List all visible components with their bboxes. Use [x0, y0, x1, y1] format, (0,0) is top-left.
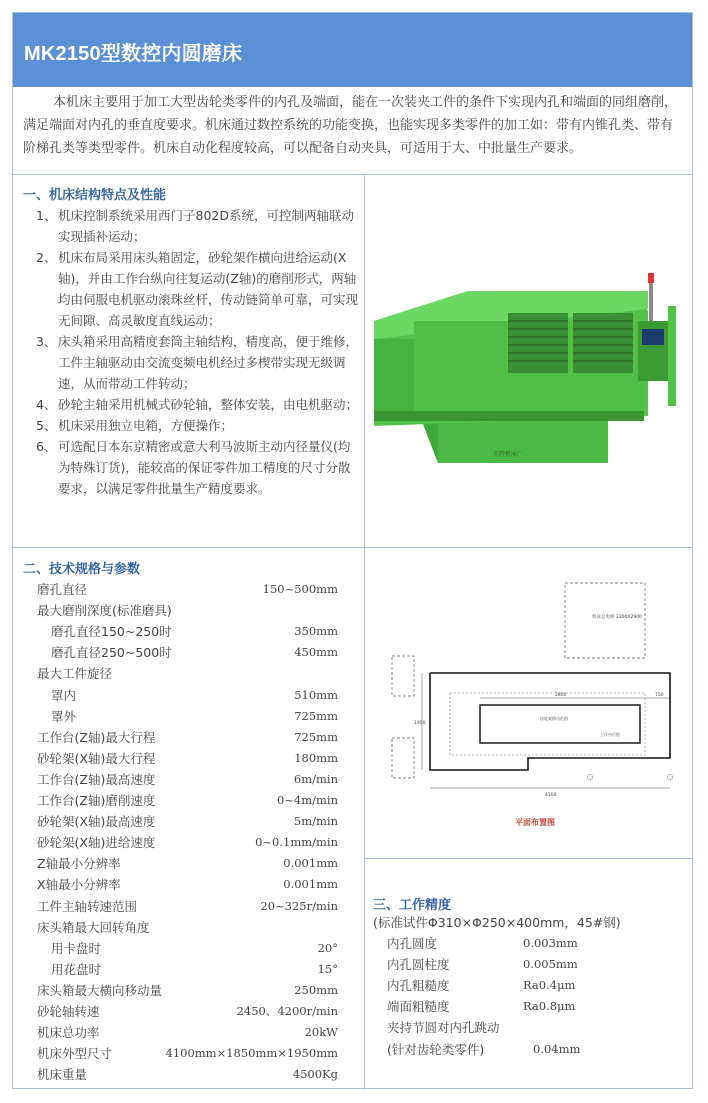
accuracy-label: 内孔圆度 [387, 936, 438, 951]
spec-label: 砂轮轴转速 [37, 1004, 100, 1019]
intro-text: 本机床主要用于加工大型齿轮类零件的内孔及端面，能在一次装夹工件的条件下实现内孔和端面的同组磨削，满足端面对内孔的垂直度要求。机床通过数控系统的功能变换，也能实现多类零件的加工如：带有内锥孔类、带有阶梯孔类等类型零件。机床自动化程度较高，可以配备自动夹具，可适用于大、中批量生产要求。 [23, 95, 678, 156]
spec-label: 机床总功率 [37, 1025, 100, 1041]
spec-value: 6m/min [293, 771, 338, 786]
accuracy-label: (针对齿轮类零件) [387, 1041, 485, 1057]
spec-label: 磨孔直径150~250时 [51, 624, 172, 640]
accuracy-label: 内孔粗糙度 [387, 978, 450, 994]
feature-text: 机床布局采用床头箱固定，砂轮架作横向进给运动(X轴)，并由工作台纵向往复运动(Z轴)的磨削形式，两轴均由伺服电机驱动滚珠丝杆，传动链简单可靠，可实现无间隙、高灵敏度直线运动； [58, 250, 359, 328]
spec-label: 砂轮架(X轴)进给速度 [37, 835, 156, 851]
features-list [36, 205, 358, 499]
spec-value: 250mm [294, 982, 338, 997]
cabinet-outline [565, 583, 645, 658]
feature-text: 机床控制系统采用西门子802D系统，可控制两轴联动实现插补运动； [58, 208, 354, 244]
spec-value: 725mm [294, 708, 338, 723]
spec-label: 罩内 [51, 687, 77, 703]
machine-outline [430, 673, 670, 770]
spec-label: 床头箱最大横向移动量 [37, 982, 163, 998]
spec-label: 砂轮架(X轴)最大行程 [37, 750, 156, 766]
spec-label: 用卡盘时 [51, 940, 102, 956]
intro-paragraph [23, 91, 685, 160]
feature-text: 砂轮主轴采用机械式砂轮轴，整体安装，由电机驱动； [58, 397, 359, 412]
spec-label: 工作台(Z轴)最高速度 [37, 771, 156, 787]
spec-value: 15° [317, 961, 338, 976]
spec-value: 510mm [294, 687, 338, 702]
spec-label: 用花盘时 [51, 961, 102, 977]
feature-item [36, 436, 358, 499]
layout-plan-drawing [370, 578, 688, 828]
accuracy-label: 端面粗糙度 [387, 999, 450, 1015]
layout-caption: 平面布置图 [515, 818, 555, 827]
inner-label-1: 砂轮架移动范围 [540, 716, 568, 721]
feature-text: 可选配日本东京精密或意大利马波斯主动内径量仪(均为特殊订货)，能较高的保证零件加工精度的尺寸分散要求，以满足零件批量生产精度要求。 [58, 439, 351, 496]
spec-value: 0~0.1mm/min [255, 835, 338, 850]
spec-value: 725mm [294, 729, 338, 744]
title-bar [13, 13, 692, 87]
divider [13, 547, 692, 548]
feature-number: 6、 [36, 439, 57, 454]
feature-text: 床头箱采用高精度套筒主轴结构，精度高，便于维修，工件主轴驱动由交流变频电机经过多楔带实现无级调速，从而带动工件转动； [58, 334, 359, 391]
accuracy-subheading: (标准试件Φ310×Φ250×400mm，45#钢) [373, 915, 621, 930]
spec-value: 0.001mm [283, 856, 338, 871]
accuracy-value: 0.005mm [523, 957, 578, 972]
feature-text: 机床采用独立电箱，方便操作； [58, 418, 234, 433]
spec-value: 20~325r/min [260, 898, 338, 913]
spec-label: 工件主轴转速范围 [37, 898, 138, 914]
accuracy-label: 内孔圆柱度 [387, 957, 450, 973]
spec-label: 磨孔直径 [37, 582, 88, 597]
spec-label: 罩外 [51, 708, 77, 724]
spec-label: 工作台(Z轴)最大行程 [37, 729, 156, 745]
spec-value: 0.001mm [283, 877, 338, 892]
machine-image [368, 251, 688, 466]
feature-number: 1、 [36, 208, 57, 223]
dim-bottom: 4100 [545, 793, 557, 798]
accuracy-value: Ra0.4μm [523, 978, 576, 993]
page-title: MK2150型数控内圆磨床 [24, 43, 243, 65]
spec-label: 最大磨削深度(标准磨具) [37, 603, 172, 619]
spec-label: 机床重量 [37, 1067, 88, 1083]
left-box-1 [392, 656, 414, 696]
inner-label-2: 工作台行程 [600, 732, 620, 737]
dim-right: 750 [655, 693, 664, 698]
spec-value: 4500Kg [292, 1067, 338, 1082]
cabinet-label: 机床总电柜 2300X2900 [592, 615, 642, 620]
product-card [12, 12, 693, 1089]
divider [13, 174, 692, 175]
accuracy-label: 夹持节圆对内孔跳动 [387, 1020, 500, 1036]
spec-value: 180mm [294, 750, 338, 765]
spec-label: Z轴最小分辨率 [37, 856, 121, 872]
accuracy-heading: 三、工作精度 [373, 898, 452, 913]
accuracy-value: 0.04mm [533, 1041, 581, 1056]
machine-label: 杰特机床厂 [493, 451, 524, 458]
spec-value: 20° [317, 940, 338, 955]
feature-item [36, 331, 358, 394]
accuracy-value: Ra0.8μm [523, 999, 576, 1014]
dim-left: 1950 [414, 721, 426, 726]
spec-value: 20kW [304, 1025, 338, 1040]
spec-label: X轴最小分辨率 [37, 877, 121, 893]
spec-label: 机床外型尺寸 [37, 1046, 113, 1062]
spec-label: 最大工件旋径 [37, 666, 113, 682]
table-travel-rect [480, 705, 640, 743]
feature-number: 4、 [36, 397, 57, 412]
feature-number: 5、 [36, 418, 57, 433]
spec-value: 0~4m/min [276, 793, 338, 807]
feature-item [36, 247, 358, 331]
spec-value: 350mm [294, 624, 338, 639]
spec-label: 床头箱最大回转角度 [37, 919, 150, 935]
accuracy-value: 0.003mm [523, 936, 578, 950]
feature-number: 2、 [36, 250, 57, 265]
spec-value: 2450、4200r/min [236, 1004, 338, 1018]
left-box-2 [392, 738, 414, 778]
feature-item [36, 394, 358, 415]
feature-number: 3、 [36, 334, 57, 349]
dim-top: 2800 [555, 693, 567, 698]
divider [364, 858, 692, 859]
spec-value: 4100mm×1850mm×1950mm [165, 1046, 338, 1061]
feature-item [36, 415, 358, 436]
specs-heading: 二、技术规格与参数 [23, 562, 141, 577]
feature-item [36, 205, 358, 247]
features-heading: 一、机床结构特点及性能 [23, 188, 167, 203]
spec-label: 工作台(Z轴)磨削速度 [37, 793, 156, 808]
spec-label: 磨孔直径250~500时 [51, 645, 172, 661]
spec-value: 150~500mm [262, 582, 338, 596]
spec-value: 5m/min [293, 814, 338, 829]
spec-label: 砂轮架(X轴)最高速度 [37, 814, 156, 830]
column-divider [364, 174, 365, 1090]
spec-value: 450mm [294, 645, 338, 660]
